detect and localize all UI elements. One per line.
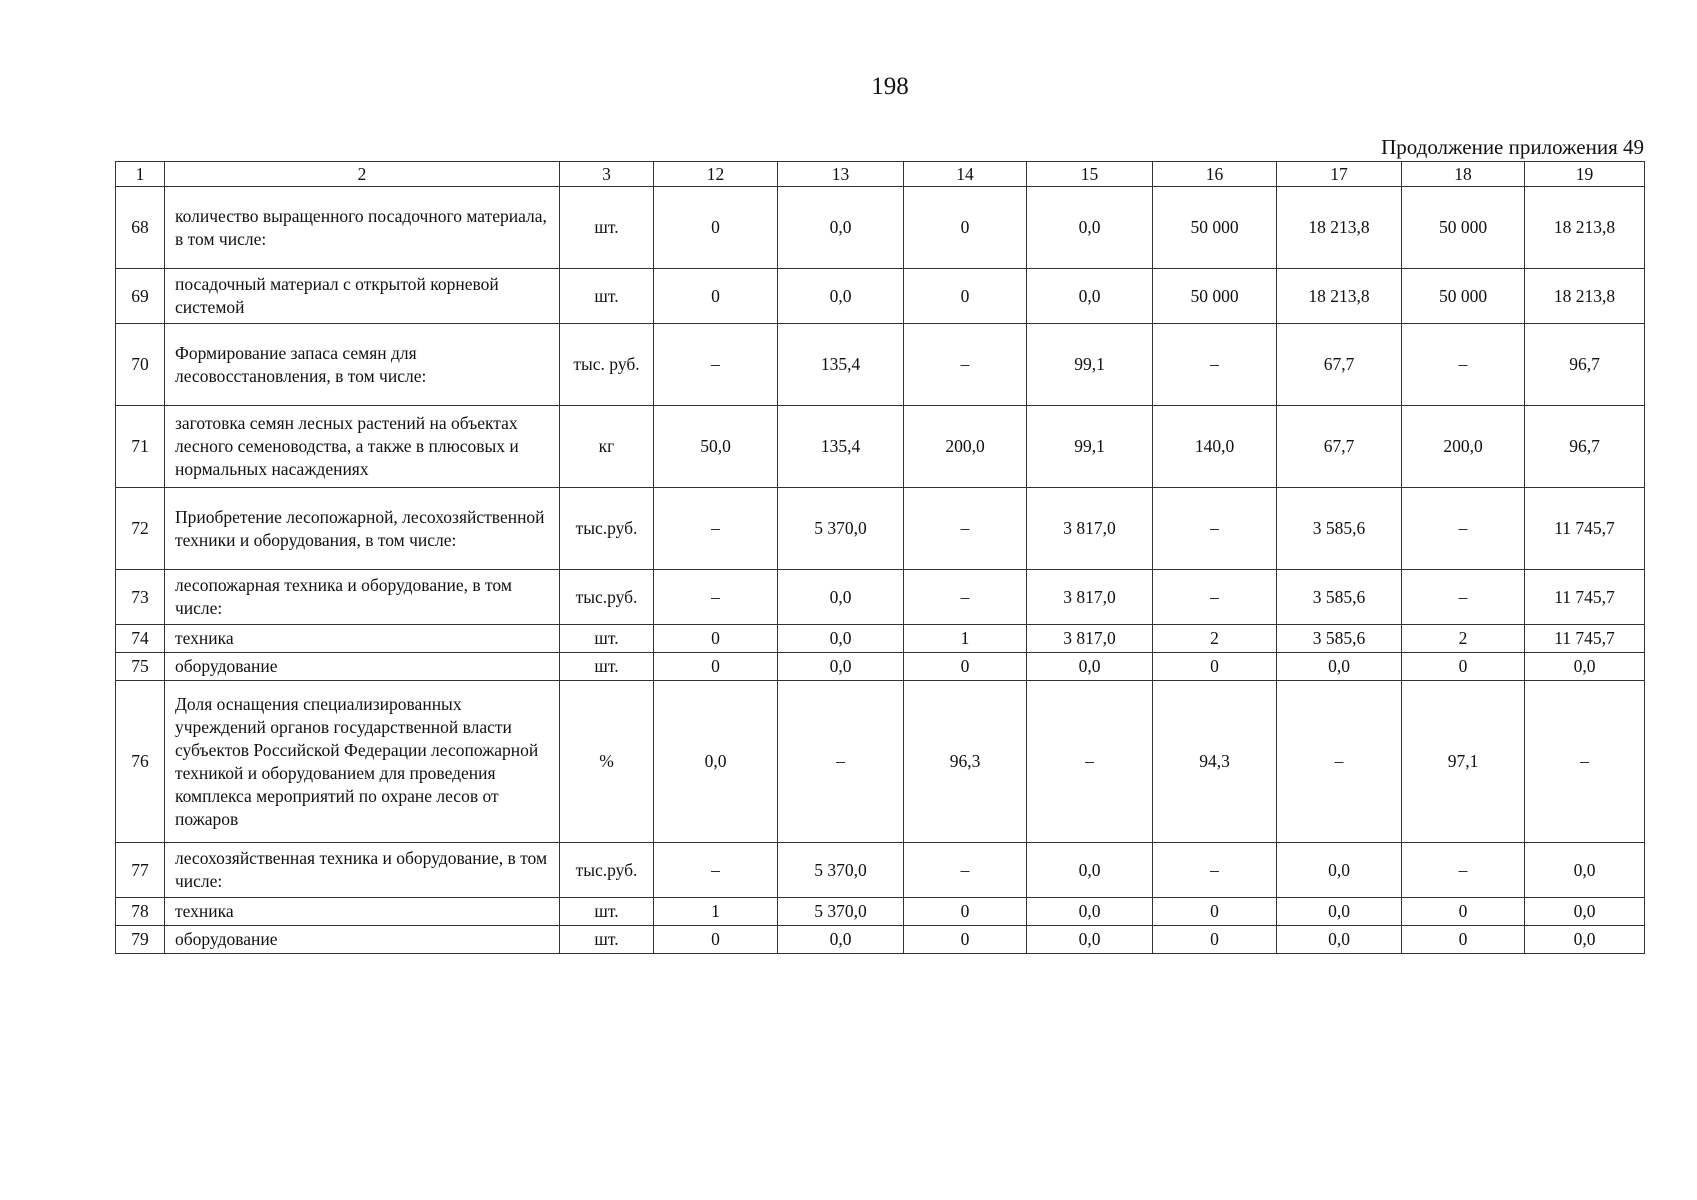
value-cell: 50 000 [1153,269,1277,324]
row-unit: шт. [560,653,654,681]
table-row [116,488,1645,570]
row-number: 73 [116,570,165,625]
value-cell: – [1153,324,1277,406]
header-row [116,162,1645,187]
value-cell: 0 [654,187,778,269]
table-row [116,653,1645,681]
value-cell: 0 [904,653,1027,681]
value-cell: 1 [904,625,1027,653]
row-description: техника [165,898,560,926]
row-description: техника [165,625,560,653]
value-cell: 67,7 [1277,324,1402,406]
value-cell: 5 370,0 [778,843,904,898]
row-unit: тыс.руб. [560,843,654,898]
value-cell: 0,0 [1277,926,1402,954]
value-cell: 0,0 [1027,926,1153,954]
row-description: оборудование [165,653,560,681]
row-description: оборудование [165,926,560,954]
value-cell: 67,7 [1277,406,1402,488]
table-row [116,187,1645,269]
column-header: 16 [1153,162,1277,187]
value-cell: 5 370,0 [778,488,904,570]
column-header: 15 [1027,162,1153,187]
value-cell: 18 213,8 [1525,187,1645,269]
row-unit: кг [560,406,654,488]
value-cell: 11 745,7 [1525,625,1645,653]
value-cell: 0,0 [778,653,904,681]
column-header: 19 [1525,162,1645,187]
row-number: 76 [116,681,165,843]
table-row [116,898,1645,926]
table-row [116,570,1645,625]
row-number: 79 [116,926,165,954]
value-cell: 0,0 [1525,843,1645,898]
page-number: 198 [871,73,909,100]
value-cell: 3 585,6 [1277,488,1402,570]
value-cell: – [1153,570,1277,625]
value-cell: 0,0 [1027,898,1153,926]
value-cell: 99,1 [1027,406,1153,488]
table-row [116,324,1645,406]
value-cell: 0,0 [1277,843,1402,898]
value-cell: 0,0 [778,625,904,653]
value-cell: 0,0 [778,269,904,324]
row-number: 69 [116,269,165,324]
column-header: 13 [778,162,904,187]
value-cell: 0 [1402,926,1525,954]
column-header: 18 [1402,162,1525,187]
row-unit: тыс.руб. [560,488,654,570]
value-cell: 0 [654,926,778,954]
value-cell: 5 370,0 [778,898,904,926]
value-cell: 0,0 [1525,653,1645,681]
value-cell: – [1277,681,1402,843]
value-cell: 3 817,0 [1027,570,1153,625]
value-cell: 0 [654,625,778,653]
table-row [116,625,1645,653]
value-cell: 50 000 [1402,269,1525,324]
value-cell: – [1402,843,1525,898]
row-unit: тыс.руб. [560,570,654,625]
row-unit: шт. [560,926,654,954]
value-cell: 3 585,6 [1277,570,1402,625]
row-unit: шт. [560,269,654,324]
value-cell: 99,1 [1027,324,1153,406]
table-row [116,843,1645,898]
value-cell: 1 [654,898,778,926]
value-cell: 0,0 [1525,926,1645,954]
value-cell: 0 [1153,898,1277,926]
row-number: 77 [116,843,165,898]
value-cell: 18 213,8 [1525,269,1645,324]
value-cell: 3 817,0 [1027,625,1153,653]
value-cell: 0,0 [654,681,778,843]
row-number: 68 [116,187,165,269]
value-cell: 0,0 [1027,653,1153,681]
value-cell: 2 [1153,625,1277,653]
value-cell: 140,0 [1153,406,1277,488]
value-cell: – [654,324,778,406]
row-description: посадочный материал с открытой корневой системой [165,269,560,324]
value-cell: – [1153,488,1277,570]
row-number: 71 [116,406,165,488]
row-description: количество выращенного посадочного материала, в том числе: [165,187,560,269]
row-description: Приобретение лесопожарной, лесохозяйственной техники и оборудования, в том числе: [165,488,560,570]
value-cell: 97,1 [1402,681,1525,843]
value-cell: 2 [1402,625,1525,653]
data-table [115,161,1645,954]
value-cell: 0 [904,187,1027,269]
row-description: заготовка семян лесных растений на объектах лесного семеноводства, а также в плюсовых и нормальных насаждениях [165,406,560,488]
value-cell: 11 745,7 [1525,488,1645,570]
value-cell: 11 745,7 [1525,570,1645,625]
value-cell: 3 585,6 [1277,625,1402,653]
table-row [116,926,1645,954]
row-description: Формирование запаса семян для лесовосстановления, в том числе: [165,324,560,406]
value-cell: – [654,488,778,570]
value-cell: 96,7 [1525,406,1645,488]
value-cell: 0,0 [1525,898,1645,926]
column-header: 3 [560,162,654,187]
column-header: 12 [654,162,778,187]
value-cell: – [904,843,1027,898]
row-unit: шт. [560,898,654,926]
value-cell: 96,3 [904,681,1027,843]
value-cell: 135,4 [778,324,904,406]
table-row [116,681,1645,843]
table-row [116,406,1645,488]
table-row [116,269,1645,324]
value-cell: 0 [904,269,1027,324]
value-cell: 0,0 [1277,898,1402,926]
column-header: 1 [116,162,165,187]
value-cell: – [904,570,1027,625]
value-cell: 18 213,8 [1277,187,1402,269]
value-cell: 0 [1153,926,1277,954]
row-unit: шт. [560,625,654,653]
row-unit: шт. [560,187,654,269]
value-cell: 0 [654,269,778,324]
value-cell: 50 000 [1402,187,1525,269]
value-cell: – [1402,570,1525,625]
continuation-label: Продолжение приложения 49 [1381,135,1644,159]
value-cell: 0,0 [1027,843,1153,898]
value-cell: 50 000 [1153,187,1277,269]
value-cell: 200,0 [1402,406,1525,488]
row-number: 75 [116,653,165,681]
value-cell: 200,0 [904,406,1027,488]
row-description: Доля оснащения специализированных учреждений органов государственной власти субъектов Российской Федерации лесопожарной техникой и оборудованием для проведения комплекса мероприятий по охране лесов от пожаров [165,681,560,843]
row-number: 72 [116,488,165,570]
value-cell: 0 [904,926,1027,954]
row-description: лесохозяйственная техника и оборудование, в том числе: [165,843,560,898]
row-unit: тыс. руб. [560,324,654,406]
row-number: 78 [116,898,165,926]
row-description: лесопожарная техника и оборудование, в том числе: [165,570,560,625]
row-number: 70 [116,324,165,406]
value-cell: – [778,681,904,843]
value-cell: 0,0 [1027,269,1153,324]
value-cell: 0,0 [1027,187,1153,269]
value-cell: 135,4 [778,406,904,488]
value-cell: 0 [904,898,1027,926]
value-cell: 0 [1153,653,1277,681]
value-cell: 0,0 [778,187,904,269]
column-header: 14 [904,162,1027,187]
value-cell: – [904,324,1027,406]
value-cell: 3 817,0 [1027,488,1153,570]
column-header: 2 [165,162,560,187]
value-cell: – [1525,681,1645,843]
value-cell: – [1402,324,1525,406]
value-cell: 0 [1402,653,1525,681]
column-header: 17 [1277,162,1402,187]
row-unit: % [560,681,654,843]
value-cell: 0,0 [778,926,904,954]
value-cell: 18 213,8 [1277,269,1402,324]
row-number: 74 [116,625,165,653]
value-cell: – [1402,488,1525,570]
value-cell: – [1027,681,1153,843]
value-cell: – [654,570,778,625]
value-cell: 0 [654,653,778,681]
value-cell: 96,7 [1525,324,1645,406]
value-cell: – [904,488,1027,570]
value-cell: 50,0 [654,406,778,488]
value-cell: – [654,843,778,898]
value-cell: 0,0 [778,570,904,625]
value-cell: 0,0 [1277,653,1402,681]
table-body [116,162,1645,954]
value-cell: – [1153,843,1277,898]
value-cell: 94,3 [1153,681,1277,843]
value-cell: 0 [1402,898,1525,926]
